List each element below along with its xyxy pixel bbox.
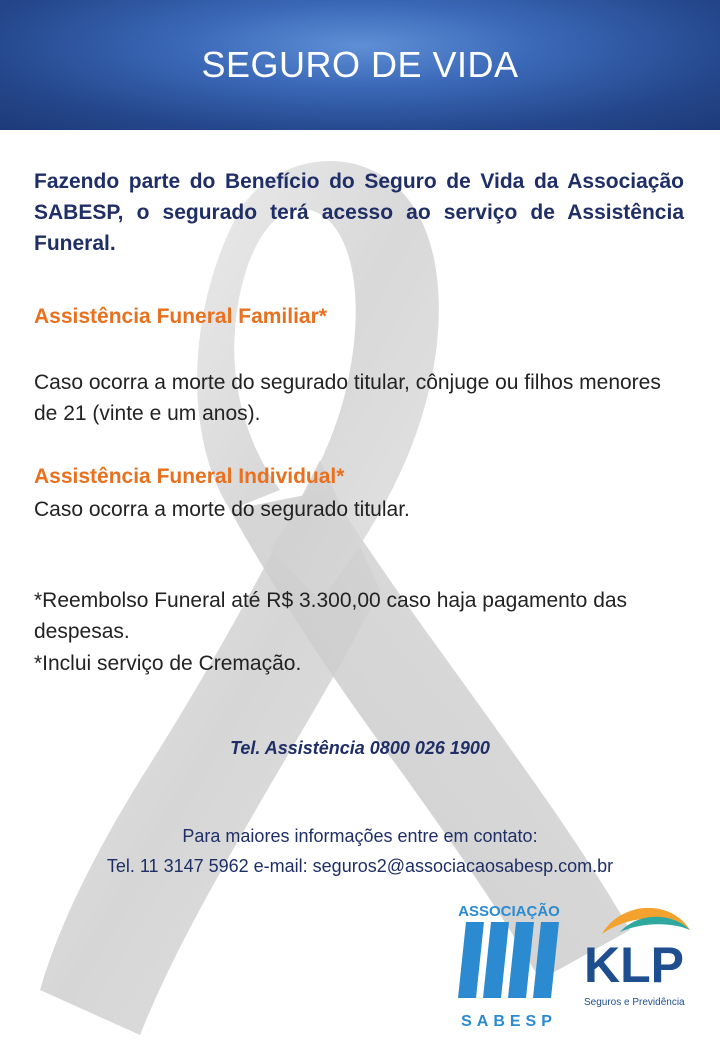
contact-line-2: Tel. 11 3147 5962 e-mail: seguros2@associacaosabesp.com.br	[106, 856, 614, 876]
klp-mark-text: KLP	[584, 937, 684, 993]
page-title: SEGURO DE VIDA	[201, 44, 519, 85]
intro-paragraph: Fazendo parte do Benefício do Seguro de Vida da Associação SABESP, o segurado terá acesso ao serviço de Assistência Funeral.	[34, 170, 684, 255]
klp-logo	[580, 900, 700, 1010]
sabesp-logo-bottom-text: SABESP	[461, 1013, 557, 1030]
reembolso-note: *Reembolso Funeral até R$ 3.300,00 caso haja pagamento das despesas.	[34, 589, 628, 643]
klp-subtitle: Seguros e Previdência	[584, 997, 685, 1008]
familiar-heading: Assistência Funeral Familiar*	[34, 305, 327, 328]
assistance-phone: Tel. Assistência 0800 026 1900	[230, 738, 490, 758]
cremacao-note: *Inclui serviço de Cremação.	[34, 652, 302, 675]
header-banner	[0, 0, 720, 130]
individual-text: Caso ocorra a morte do segurado titular.	[34, 498, 410, 521]
familiar-text: Caso ocorra a morte do segurado titular, cônjuge ou filhos menores de 21 (vinte e um anos).	[34, 371, 661, 425]
contact-line-1: Para maiores informações entre em contato:	[182, 826, 538, 846]
sabesp-logo-top-text: ASSOCIAÇÃO	[458, 903, 560, 920]
associacao-sabesp-logo	[458, 900, 560, 1030]
individual-heading: Assistência Funeral Individual*	[34, 465, 345, 488]
